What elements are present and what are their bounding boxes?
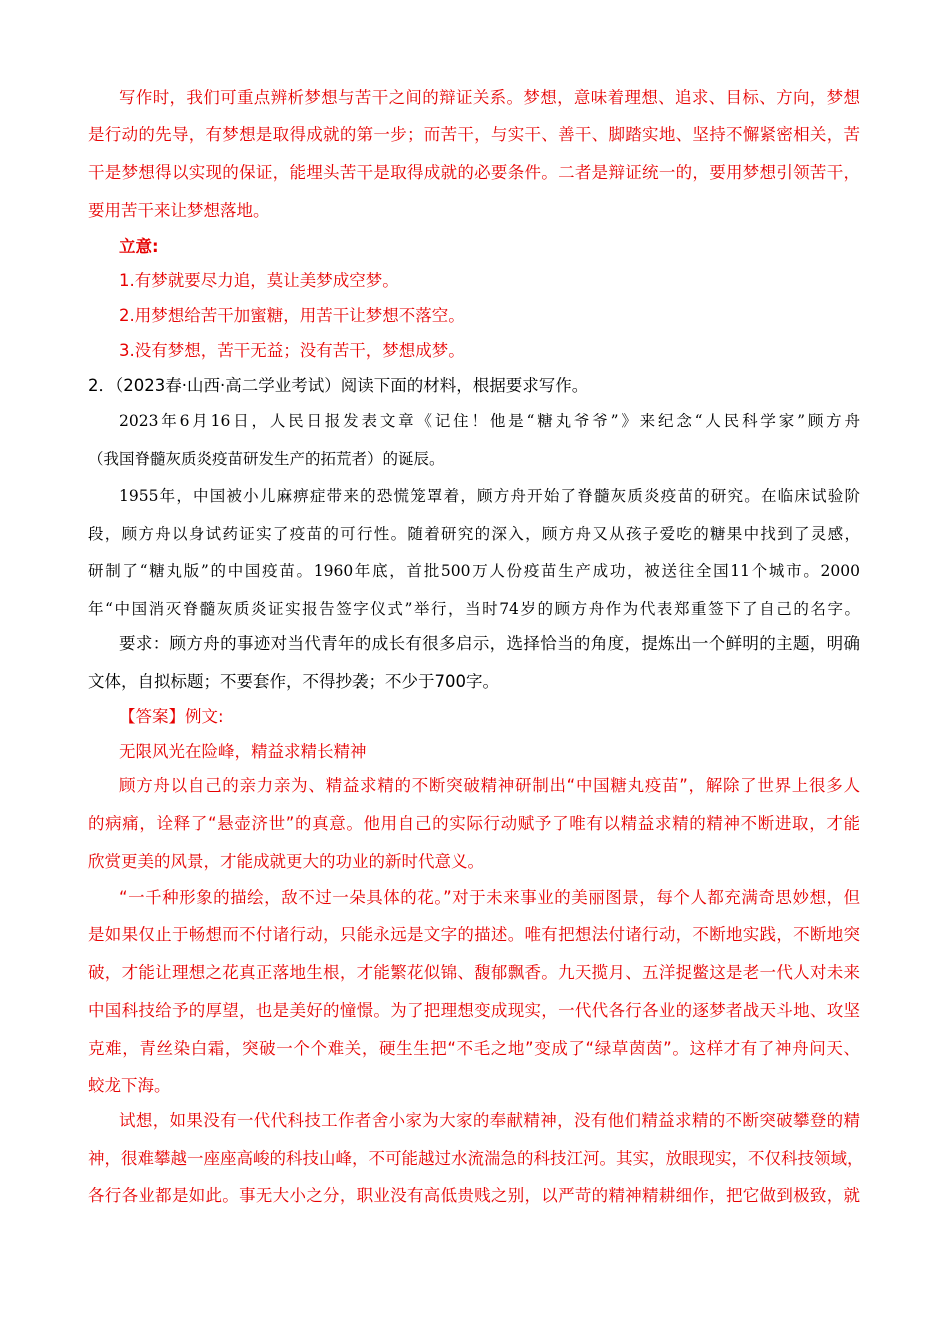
essay-line: 的病痛，诠释了“悬壶济世”的真意。他用自己的实际行动赋予了唯有以精益求精的精神不断进取，才能 xyxy=(88,814,860,833)
essay-line: 各行各业都是如此。事无大小之分，职业没有高低贵贱之别，以严苛的精神精耕细作，把它做到极致，就 xyxy=(88,1186,860,1205)
material-line: （我国脊髓灰质炎疫苗研发生产的拓荒者）的诞辰。 xyxy=(88,450,445,468)
material-line: 1955年，中国被小儿麻痹症带来的恐慌笼罩着，顾方舟开始了脊髓灰质炎疫苗的研究。在临床试验阶 xyxy=(119,487,860,505)
liyi-item: 1.有梦就要尽力追，莫让美梦成空梦。 xyxy=(119,271,399,290)
essay-line: 克难，青丝染白霜，突破一个个难关，硬生生把“不毛之地”变成了“绿草茵茵”。这样才有了神舟问天、 xyxy=(88,1039,860,1058)
material-line: 段，顾方舟以身试药证实了疫苗的可行性。随着研究的深入，顾方舟又从孩子爱吃的糖果中找到了灵感， xyxy=(88,525,860,543)
intro-line: 写作时，我们可重点辨析梦想与苦干之间的辩证关系。梦想，意味着理想、追求、目标、方向，梦想 xyxy=(119,88,860,107)
essay-line: 蛟龙下海。 xyxy=(88,1076,171,1095)
essay-line: 是如果仅止于畅想而不付诸行动，只能永远是文字的描述。唯有把想法付诸行动，不断地实践，不断地突 xyxy=(88,925,860,944)
essay-line: 欣赏更美的风景，才能成就更大的功业的新时代意义。 xyxy=(88,852,484,871)
essay-line: 破，才能让理想之花真正落地生根，才能繁花似锦、馥郁飘香。九天揽月、五洋捉鳖这是老一代人对未来 xyxy=(88,963,860,982)
essay-line: “一千种形象的描绘，敌不过一朵具体的花。”对于未来事业的美丽图景，每个人都充满奇思妙想，但 xyxy=(119,888,860,907)
essay-line: 顾方舟以自己的亲力亲为、精益求精的不断突破精神研制出“中国糖丸疫苗”，解除了世界上很多人 xyxy=(119,776,860,795)
material-line: 2023年6月16日，人民日报发表文章《记住！他是“糖丸爷爷”》来纪念“人民科学家”顾方舟 xyxy=(119,412,860,430)
answer-label: 【答案】例文: xyxy=(119,707,224,726)
material-line: 年“中国消灭脊髓灰质炎证实报告签字仪式”举行，当时74岁的顾方舟作为代表郑重签下了自己的名字。 xyxy=(88,600,860,618)
question-header: 2．（2023春·山西·高二学业考试）阅读下面的材料，根据要求写作。 xyxy=(88,376,589,395)
essay-line: 中国科技给予的厚望，也是美好的憧憬。为了把理想变成现实，一代代各行各业的逐梦者战天斗地、攻坚 xyxy=(88,1001,860,1020)
intro-line: 干是梦想得以实现的保证，能埋头苦干是取得成就的必要条件。二者是辩证统一的，要用梦想引领苦干， xyxy=(88,163,860,182)
requirement-line: 要求：顾方舟的事迹对当代青年的成长有很多启示，选择恰当的角度，提炼出一个鲜明的主题，明确 xyxy=(119,634,860,653)
intro-line: 要用苦干来让梦想落地。 xyxy=(88,201,270,220)
material-line: 研制了“糖丸版”的中国疫苗。1960年底，首批500万人份疫苗生产成功，被送往全国11个城市。2000 xyxy=(88,562,860,580)
intro-line: 是行动的先导，有梦想是取得成就的第一步；而苦干，与实干、善干、脚踏实地、坚持不懈紧密相关，苦 xyxy=(88,125,860,144)
requirement-line: 文体，自拟标题；不要套作，不得抄袭；不少于700字。 xyxy=(88,672,499,691)
liyi-heading: 立意: xyxy=(119,237,159,256)
essay-line: 试想，如果没有一代代科技工作者舍小家为大家的奉献精神，没有他们精益求精的不断突破攀登的精 xyxy=(119,1111,860,1130)
essay-title: 无限风光在险峰，精益求精长精神 xyxy=(119,742,367,761)
liyi-item: 3.没有梦想，苦干无益；没有苦干，梦想成梦。 xyxy=(119,341,465,360)
liyi-item: 2.用梦想给苦干加蜜糖，用苦干让梦想不落空。 xyxy=(119,306,465,325)
essay-line: 神，很难攀越一座座高峻的科技山峰，不可能越过水流湍急的科技江河。其实，放眼现实，不仅科技领域， xyxy=(88,1149,864,1168)
